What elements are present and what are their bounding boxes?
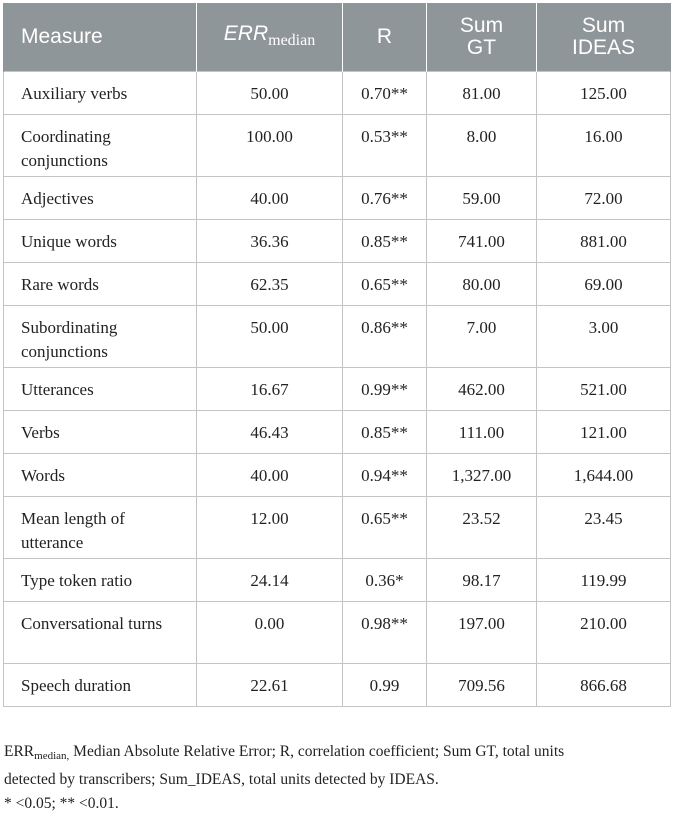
header-err-label: ERR <box>223 21 269 45</box>
cell-err-median: 40.00 <box>197 454 343 497</box>
cell-sum-ideas: 121.00 <box>537 411 671 454</box>
table-row <box>4 177 671 220</box>
cell-err-median: 16.67 <box>197 368 343 411</box>
cell-sum-gt: 111.00 <box>427 411 537 454</box>
cell-err-median: 0.00 <box>197 602 343 664</box>
cell-sum-gt: 709.56 <box>427 664 537 707</box>
footnote-line-1-text: Median Absolute Relative Error; R, correlation coefficient; Sum GT, total units <box>69 743 565 760</box>
header-sum-gt-line1: Sum <box>459 14 504 37</box>
cell-sum-ideas: 1,644.00 <box>537 454 671 497</box>
cell-r: 0.85** <box>343 220 427 263</box>
cell-r: 0.99** <box>343 368 427 411</box>
header-err-median <box>197 3 343 72</box>
cell-err-median: 46.43 <box>197 411 343 454</box>
table-row <box>4 220 671 263</box>
cell-sum-gt: 197.00 <box>427 602 537 664</box>
cell-r: 0.86** <box>343 306 427 368</box>
cell-err-median: 100.00 <box>197 115 343 177</box>
header-sum-ideas-line1: Sum <box>581 14 626 37</box>
cell-r: 0.99 <box>343 664 427 707</box>
cell-r: 0.36* <box>343 559 427 602</box>
cell-err-median: 24.14 <box>197 559 343 602</box>
table-footnote <box>4 740 672 816</box>
cell-sum-gt: 80.00 <box>427 263 537 306</box>
cell-err-median: 62.35 <box>197 263 343 306</box>
cell-sum-gt: 462.00 <box>427 368 537 411</box>
cell-sum-ideas: 69.00 <box>537 263 671 306</box>
table-row <box>4 454 671 497</box>
header-sum-gt-line2: GT <box>466 36 497 59</box>
table-row <box>4 602 671 664</box>
cell-sum-gt: 81.00 <box>427 72 537 115</box>
header-r <box>343 3 427 72</box>
cell-measure: Mean length of utterance <box>4 497 197 559</box>
cell-sum-ideas: 881.00 <box>537 220 671 263</box>
cell-sum-ideas: 3.00 <box>537 306 671 368</box>
table-header <box>4 3 671 72</box>
cell-sum-ideas: 210.00 <box>537 602 671 664</box>
footnote-err-label: ERR <box>4 743 35 760</box>
header-row <box>4 3 671 72</box>
cell-sum-ideas: 125.00 <box>537 72 671 115</box>
cell-err-median: 50.00 <box>197 72 343 115</box>
table-row <box>4 306 671 368</box>
footnote-line-1 <box>4 740 672 768</box>
header-measure <box>4 3 197 72</box>
cell-sum-ideas: 521.00 <box>537 368 671 411</box>
cell-sum-gt: 7.00 <box>427 306 537 368</box>
cell-r: 0.65** <box>343 263 427 306</box>
header-sum-ideas <box>537 3 671 72</box>
header-sum-ideas-line2: IDEAS <box>571 36 636 59</box>
cell-r: 0.76** <box>343 177 427 220</box>
cell-measure: Auxiliary verbs <box>4 72 197 115</box>
header-sum-gt <box>427 3 537 72</box>
header-r-label: R <box>376 25 393 48</box>
cell-err-median: 40.00 <box>197 177 343 220</box>
cell-sum-gt: 23.52 <box>427 497 537 559</box>
header-measure-label: Measure <box>21 25 103 48</box>
cell-measure: Coordinating conjunctions <box>4 115 197 177</box>
cell-sum-gt: 741.00 <box>427 220 537 263</box>
cell-r: 0.70** <box>343 72 427 115</box>
cell-sum-ideas: 16.00 <box>537 115 671 177</box>
cell-sum-ideas: 23.45 <box>537 497 671 559</box>
cell-err-median: 12.00 <box>197 497 343 559</box>
footnote-significance: * <0.05; ** <0.01. <box>4 795 119 812</box>
footnote-err-subscript: median, <box>34 750 70 762</box>
cell-measure: Rare words <box>4 263 197 306</box>
table-row <box>4 559 671 602</box>
table-row <box>4 263 671 306</box>
table-row <box>4 411 671 454</box>
cell-sum-gt: 59.00 <box>427 177 537 220</box>
cell-measure: Type token ratio <box>4 559 197 602</box>
cell-err-median: 36.36 <box>197 220 343 263</box>
cell-measure: Unique words <box>4 220 197 263</box>
cell-sum-ideas: 119.99 <box>537 559 671 602</box>
cell-measure: Subordinating conjunctions <box>4 306 197 368</box>
cell-r: 0.53** <box>343 115 427 177</box>
table-row <box>4 368 671 411</box>
cell-sum-ideas: 72.00 <box>537 177 671 220</box>
cell-err-median: 22.61 <box>197 664 343 707</box>
header-err-subscript: median <box>268 31 316 49</box>
cell-measure: Speech duration <box>4 664 197 707</box>
footnote-line-2: detected by transcribers; Sum_IDEAS, total units detected by IDEAS. <box>4 771 439 788</box>
cell-r: 0.94** <box>343 454 427 497</box>
table-row <box>4 497 671 559</box>
table-row <box>4 115 671 177</box>
table-row <box>4 72 671 115</box>
cell-sum-gt: 8.00 <box>427 115 537 177</box>
cell-r: 0.98** <box>343 602 427 664</box>
cell-err-median: 50.00 <box>197 306 343 368</box>
cell-sum-gt: 98.17 <box>427 559 537 602</box>
cell-sum-ideas: 866.68 <box>537 664 671 707</box>
table-row <box>4 664 671 707</box>
results-table <box>3 3 671 707</box>
cell-measure: Conversational turns <box>4 602 197 664</box>
cell-measure: Words <box>4 454 197 497</box>
cell-r: 0.65** <box>343 497 427 559</box>
cell-measure: Adjectives <box>4 177 197 220</box>
cell-r: 0.85** <box>343 411 427 454</box>
table-body <box>4 72 671 707</box>
cell-measure: Verbs <box>4 411 197 454</box>
cell-sum-gt: 1,327.00 <box>427 454 537 497</box>
cell-measure: Utterances <box>4 368 197 411</box>
